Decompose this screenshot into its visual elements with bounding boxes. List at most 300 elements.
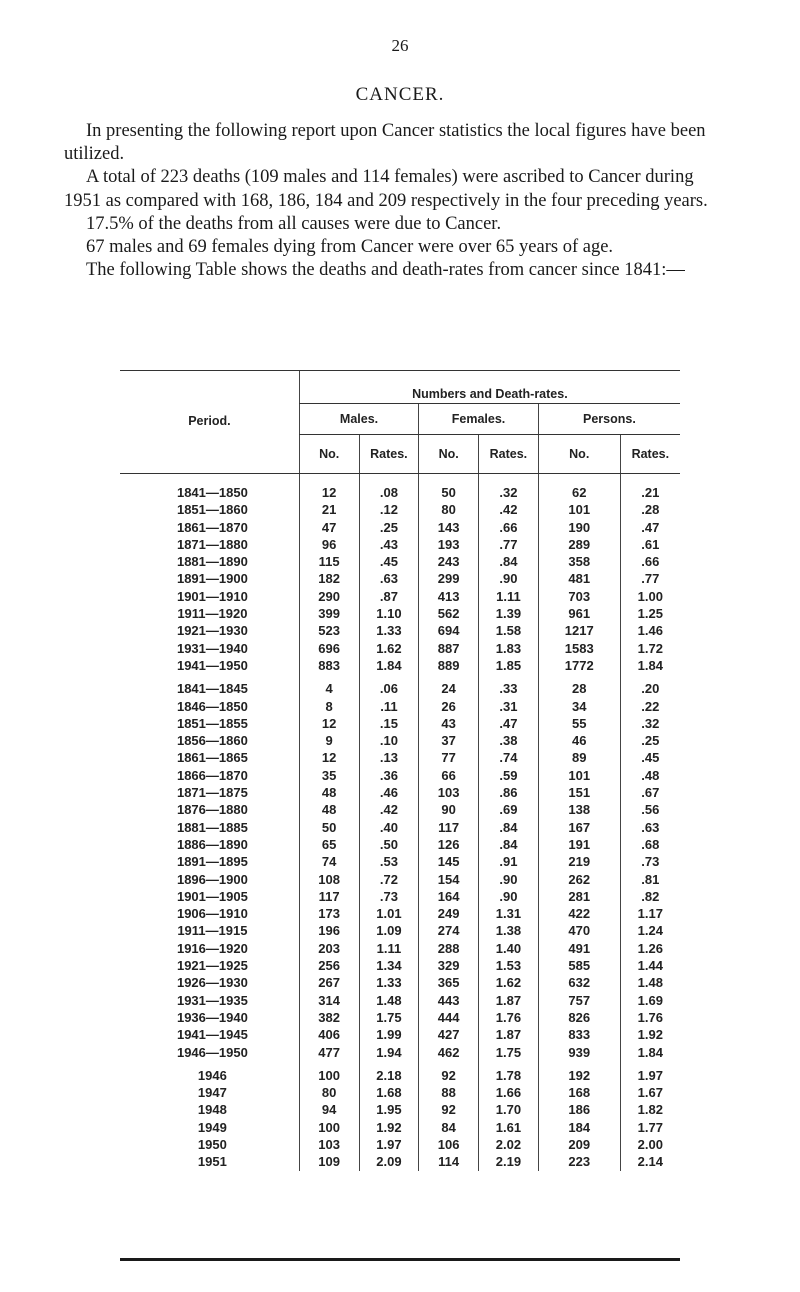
males-no-cell: 12 — [299, 715, 359, 732]
page-heading: CANCER. — [355, 84, 445, 105]
males-no-cell: 100 — [299, 1067, 359, 1084]
females-no-cell: 562 — [419, 605, 479, 622]
males-no-cell: 48 — [299, 784, 359, 801]
period-cell: 1856—1860 — [176, 733, 248, 749]
females-rate-cell: 1.75 — [479, 1044, 539, 1061]
persons-rate-cell: .77 — [620, 570, 680, 587]
females-no-cell: 249 — [419, 905, 479, 922]
table-row — [120, 819, 680, 836]
males-no-header: No. — [299, 435, 359, 474]
table-row — [120, 1153, 680, 1170]
females-no-cell: 274 — [419, 922, 479, 939]
persons-rate-cell: .20 — [620, 680, 680, 697]
table-row — [120, 853, 680, 870]
persons-no-cell: 289 — [538, 536, 620, 553]
males-rate-cell: .10 — [359, 732, 419, 749]
page-number: 26 — [391, 36, 409, 55]
table-row — [120, 588, 680, 605]
period-cell: 1911—1920 — [177, 606, 248, 622]
period-cell: 1866—1870 — [176, 767, 248, 783]
males-rate-cell: 1.95 — [359, 1101, 419, 1118]
persons-no-cell: 833 — [538, 1026, 620, 1043]
males-no-cell: 12 — [299, 484, 359, 501]
persons-no-cell: 89 — [538, 749, 620, 766]
males-no-cell: 100 — [299, 1119, 359, 1136]
persons-rate-cell: .63 — [620, 819, 680, 836]
period-cell: 1861—1870 — [176, 519, 248, 535]
males-rate-cell: .45 — [359, 553, 419, 570]
table-row — [120, 974, 680, 991]
males-no-cell: 103 — [299, 1136, 359, 1153]
females-rate-cell: .90 — [479, 888, 539, 905]
persons-rate-cell: 1.67 — [620, 1084, 680, 1101]
table-row — [120, 784, 680, 801]
table-row — [120, 836, 680, 853]
persons-rate-cell: 1.46 — [620, 622, 680, 639]
males-rate-cell: 1.68 — [359, 1084, 419, 1101]
females-no-cell: 103 — [419, 784, 479, 801]
females-no-cell: 299 — [419, 570, 479, 587]
females-no-cell: 26 — [419, 698, 479, 715]
persons-no-cell: 34 — [538, 698, 620, 715]
paragraph: In presenting the following report upon Cancer statistics the local figures have been utilized. — [64, 121, 706, 165]
table-row — [120, 698, 680, 715]
period-cell: 1841—1845 — [176, 681, 248, 697]
persons-rate-cell: 2.14 — [620, 1153, 680, 1170]
females-no-cell: 365 — [419, 974, 479, 991]
females-no-cell: 413 — [419, 588, 479, 605]
table-row — [120, 640, 680, 657]
persons-rate-cell: .21 — [620, 484, 680, 501]
males-rate-cell: 1.92 — [359, 1119, 419, 1136]
persons-no-cell: 167 — [538, 819, 620, 836]
period-cell: 1891—1900 — [176, 571, 248, 587]
females-no-cell: 117 — [419, 819, 479, 836]
table-row — [120, 1009, 680, 1026]
males-rate-cell: 1.48 — [359, 992, 419, 1009]
females-no-cell: 43 — [419, 715, 479, 732]
table-row — [120, 484, 680, 501]
table-row — [120, 957, 680, 974]
period-cell: 1916—1920 — [176, 940, 248, 956]
females-no-header: No. — [419, 435, 479, 474]
males-rate-cell: .43 — [359, 536, 419, 553]
period-cell: 1896—1900 — [176, 871, 248, 887]
females-no-cell: 288 — [419, 940, 479, 957]
males-rate-cell: .40 — [359, 819, 419, 836]
table-body — [120, 474, 680, 1171]
persons-rate-cell: .25 — [620, 732, 680, 749]
period-cell: 1871—1875 — [176, 785, 248, 801]
males-no-cell: 523 — [299, 622, 359, 639]
females-no-cell: 77 — [419, 749, 479, 766]
males-no-cell: 117 — [299, 888, 359, 905]
table-row — [120, 553, 680, 570]
persons-rate-cell: .82 — [620, 888, 680, 905]
females-rate-cell: 1.53 — [479, 957, 539, 974]
persons-no-cell: 281 — [538, 888, 620, 905]
period-cell: 1921—1930 — [176, 623, 248, 639]
table-row — [120, 749, 680, 766]
males-rate-cell: 1.01 — [359, 905, 419, 922]
persons-no-cell: 184 — [538, 1119, 620, 1136]
persons-no-cell: 138 — [538, 801, 620, 818]
table-row — [120, 1026, 680, 1043]
persons-no-header: No. — [538, 435, 620, 474]
males-rate-cell: .72 — [359, 871, 419, 888]
persons-rate-cell: 1.24 — [620, 922, 680, 939]
females-no-cell: 84 — [419, 1119, 479, 1136]
males-no-cell: 290 — [299, 588, 359, 605]
table-row — [120, 1101, 680, 1118]
persons-no-cell: 219 — [538, 853, 620, 870]
females-no-cell: 427 — [419, 1026, 479, 1043]
table-row — [120, 715, 680, 732]
females-rate-cell: .33 — [479, 680, 539, 697]
paragraph: 17.5% of the deaths from all causes were due to Cancer. — [86, 213, 502, 234]
persons-no-cell: 1583 — [538, 640, 620, 657]
females-no-cell: 90 — [419, 801, 479, 818]
males-rate-cell: .06 — [359, 680, 419, 697]
period-cell: 1851—1855 — [176, 715, 248, 731]
table-row — [120, 940, 680, 957]
persons-rate-cell: 1.00 — [620, 588, 680, 605]
females-no-cell: 92 — [419, 1067, 479, 1084]
females-no-cell: 462 — [419, 1044, 479, 1061]
persons-rate-cell: .66 — [620, 553, 680, 570]
females-rate-cell: 1.31 — [479, 905, 539, 922]
males-no-cell: 115 — [299, 553, 359, 570]
period-cell: 1881—1890 — [176, 554, 248, 570]
females-rate-cell: 1.40 — [479, 940, 539, 957]
females-rate-cell: 1.70 — [479, 1101, 539, 1118]
persons-no-cell: 939 — [538, 1044, 620, 1061]
period-cell: 1946 — [197, 1067, 227, 1083]
period-cell: 1861—1865 — [176, 750, 248, 766]
table-row — [120, 801, 680, 818]
period-cell: 1926—1930 — [176, 975, 248, 991]
persons-no-cell: 470 — [538, 922, 620, 939]
males-rate-cell: .73 — [359, 888, 419, 905]
table-row — [120, 501, 680, 518]
period-cell: 1946—1950 — [176, 1044, 248, 1060]
females-rate-cell: 1.11 — [479, 588, 539, 605]
persons-rate-cell: .67 — [620, 784, 680, 801]
females-rate-cell: .91 — [479, 853, 539, 870]
females-no-cell: 143 — [419, 519, 479, 536]
females-no-cell: 154 — [419, 871, 479, 888]
males-rate-cell: 1.94 — [359, 1044, 419, 1061]
persons-rate-cell: 1.48 — [620, 974, 680, 991]
females-rate-cell: .84 — [479, 553, 539, 570]
period-cell: 1846—1850 — [176, 698, 248, 714]
females-no-cell: 88 — [419, 1084, 479, 1101]
females-rate-cell: .90 — [479, 570, 539, 587]
period-cell: 1948 — [197, 1102, 227, 1118]
period-cell: 1871—1880 — [176, 536, 248, 552]
period-cell: 1851—1860 — [176, 502, 248, 518]
persons-no-cell: 358 — [538, 553, 620, 570]
period-cell: 1941—1945 — [176, 1027, 248, 1043]
females-rate-cell: 1.58 — [479, 622, 539, 639]
table-row — [120, 922, 680, 939]
females-rate-cell: 1.38 — [479, 922, 539, 939]
persons-no-cell: 1772 — [538, 657, 620, 674]
persons-rate-cell: .73 — [620, 853, 680, 870]
period-cell: 1911—1915 — [177, 923, 248, 939]
males-rate-cell: 1.97 — [359, 1136, 419, 1153]
males-no-cell: 21 — [299, 501, 359, 518]
males-no-cell: 74 — [299, 853, 359, 870]
males-no-cell: 382 — [299, 1009, 359, 1026]
females-no-cell: 66 — [419, 767, 479, 784]
table-row — [120, 767, 680, 784]
death-rates-table — [120, 370, 680, 1171]
males-rate-cell: .08 — [359, 484, 419, 501]
males-no-cell: 182 — [299, 570, 359, 587]
period-cell: 1941—1950 — [176, 657, 248, 673]
females-rate-cell: .38 — [479, 732, 539, 749]
period-cell: 1876—1880 — [176, 802, 248, 818]
persons-no-cell: 190 — [538, 519, 620, 536]
males-rate-cell: 2.18 — [359, 1067, 419, 1084]
persons-rate-cell: 1.26 — [620, 940, 680, 957]
males-no-cell: 35 — [299, 767, 359, 784]
females-no-cell: 889 — [419, 657, 479, 674]
females-rate-cell: 1.87 — [479, 1026, 539, 1043]
period-cell: 1950 — [197, 1136, 227, 1152]
females-no-cell: 24 — [419, 680, 479, 697]
males-no-cell: 4 — [299, 680, 359, 697]
females-no-cell: 164 — [419, 888, 479, 905]
table-row — [120, 536, 680, 553]
persons-no-cell: 191 — [538, 836, 620, 853]
males-no-cell: 267 — [299, 974, 359, 991]
persons-rate-cell: 1.72 — [620, 640, 680, 657]
females-no-cell: 243 — [419, 553, 479, 570]
males-rate-cell: 1.84 — [359, 657, 419, 674]
males-no-cell: 406 — [299, 1026, 359, 1043]
persons-rate-cell: .48 — [620, 767, 680, 784]
table-row — [120, 605, 680, 622]
females-no-cell: 37 — [419, 732, 479, 749]
females-no-cell: 114 — [419, 1153, 479, 1170]
males-rate-cell: 1.62 — [359, 640, 419, 657]
males-rate-cell: 1.75 — [359, 1009, 419, 1026]
persons-rate-cell: 1.17 — [620, 905, 680, 922]
persons-rate-cell: .47 — [620, 519, 680, 536]
females-no-cell: 145 — [419, 853, 479, 870]
males-rate-cell: 1.10 — [359, 605, 419, 622]
females-rate-cell: 1.87 — [479, 992, 539, 1009]
paragraph: 67 males and 69 females dying from Cancer were over 65 years of age. — [86, 237, 614, 258]
table-row — [120, 992, 680, 1009]
persons-no-cell: 46 — [538, 732, 620, 749]
cancer-statistics-table — [120, 370, 680, 1261]
table-row — [120, 1119, 680, 1136]
females-rate-cell: .31 — [479, 698, 539, 715]
males-rate-cell: .53 — [359, 853, 419, 870]
period-cell: 1906—1910 — [176, 906, 248, 922]
females-rate-cell: .84 — [479, 819, 539, 836]
males-rate-cell: 1.33 — [359, 974, 419, 991]
persons-rate-cell: 1.77 — [620, 1119, 680, 1136]
table-row — [120, 570, 680, 587]
persons-rate-cell: 1.69 — [620, 992, 680, 1009]
females-rate-cell: .74 — [479, 749, 539, 766]
females-rate-cell: 1.76 — [479, 1009, 539, 1026]
persons-no-cell: 62 — [538, 484, 620, 501]
males-rate-cell: .50 — [359, 836, 419, 853]
persons-no-cell: 151 — [538, 784, 620, 801]
persons-no-cell: 481 — [538, 570, 620, 587]
females-no-cell: 444 — [419, 1009, 479, 1026]
males-no-cell: 314 — [299, 992, 359, 1009]
males-no-cell: 477 — [299, 1044, 359, 1061]
females-rate-cell: 1.61 — [479, 1119, 539, 1136]
persons-rate-cell: 1.44 — [620, 957, 680, 974]
males-no-cell: 399 — [299, 605, 359, 622]
period-cell: 1947 — [197, 1085, 227, 1101]
persons-no-cell: 826 — [538, 1009, 620, 1026]
persons-rate-cell: 1.25 — [620, 605, 680, 622]
persons-rate-cell: 1.97 — [620, 1067, 680, 1084]
persons-no-cell: 223 — [538, 1153, 620, 1170]
males-rate-cell: 1.09 — [359, 922, 419, 939]
females-rate-cell: .47 — [479, 715, 539, 732]
males-rate-cell: .13 — [359, 749, 419, 766]
persons-rate-cell: .61 — [620, 536, 680, 553]
persons-rate-cell: .81 — [620, 871, 680, 888]
males-no-cell: 48 — [299, 801, 359, 818]
period-cell: 1881—1885 — [176, 819, 248, 835]
persons-no-cell: 961 — [538, 605, 620, 622]
table-row — [120, 1084, 680, 1101]
females-rate-cell: .42 — [479, 501, 539, 518]
table-row — [120, 1136, 680, 1153]
males-no-cell: 883 — [299, 657, 359, 674]
females-no-cell: 92 — [419, 1101, 479, 1118]
persons-rate-cell: .56 — [620, 801, 680, 818]
females-rate-cell: 1.78 — [479, 1067, 539, 1084]
females-no-cell: 106 — [419, 1136, 479, 1153]
period-cell: 1921—1925 — [176, 958, 248, 974]
period-cell: 1936—1940 — [176, 1009, 248, 1025]
table-row — [120, 622, 680, 639]
period-cell: 1949 — [197, 1119, 227, 1135]
females-no-cell: 443 — [419, 992, 479, 1009]
persons-no-cell: 491 — [538, 940, 620, 957]
persons-rate-cell: 1.84 — [620, 1044, 680, 1061]
males-no-cell: 80 — [299, 1084, 359, 1101]
persons-no-cell: 168 — [538, 1084, 620, 1101]
persons-no-cell: 55 — [538, 715, 620, 732]
persons-no-cell: 757 — [538, 992, 620, 1009]
males-rate-cell: .36 — [359, 767, 419, 784]
table-row — [120, 657, 680, 674]
period-cell: 1886—1890 — [176, 836, 248, 852]
females-no-cell: 50 — [419, 484, 479, 501]
males-no-cell: 94 — [299, 1101, 359, 1118]
females-rate-cell: .77 — [479, 536, 539, 553]
males-no-cell: 196 — [299, 922, 359, 939]
females-rate-cell: .59 — [479, 767, 539, 784]
persons-rate-cell: .45 — [620, 749, 680, 766]
persons-no-cell: 585 — [538, 957, 620, 974]
persons-rates-header: Rates. — [620, 435, 680, 474]
table-row — [120, 905, 680, 922]
males-rate-cell: 1.11 — [359, 940, 419, 957]
females-no-cell: 329 — [419, 957, 479, 974]
persons-rate-cell: 2.00 — [620, 1136, 680, 1153]
females-no-cell: 694 — [419, 622, 479, 639]
females-rate-cell: 1.39 — [479, 605, 539, 622]
persons-rate-cell: .28 — [620, 501, 680, 518]
males-rate-cell: 2.09 — [359, 1153, 419, 1170]
period-cell: 1901—1905 — [176, 888, 248, 904]
persons-header: Persons. — [538, 404, 680, 435]
males-no-cell: 9 — [299, 732, 359, 749]
period-cell: 1951 — [197, 1154, 227, 1170]
intro-text — [64, 120, 722, 282]
males-rate-cell: 1.99 — [359, 1026, 419, 1043]
females-rate-cell: 2.02 — [479, 1136, 539, 1153]
persons-no-cell: 262 — [538, 871, 620, 888]
males-rate-cell: .12 — [359, 501, 419, 518]
table-row — [120, 1067, 680, 1084]
header-spacer — [120, 474, 680, 485]
males-rate-cell: .42 — [359, 801, 419, 818]
table-row — [120, 519, 680, 536]
females-no-cell: 887 — [419, 640, 479, 657]
table-row — [120, 871, 680, 888]
females-rate-cell: .84 — [479, 836, 539, 853]
persons-no-cell: 101 — [538, 501, 620, 518]
persons-no-cell: 703 — [538, 588, 620, 605]
males-no-cell: 8 — [299, 698, 359, 715]
females-rate-cell: .69 — [479, 801, 539, 818]
males-rate-cell: .87 — [359, 588, 419, 605]
males-rate-cell: 1.34 — [359, 957, 419, 974]
persons-no-cell: 192 — [538, 1067, 620, 1084]
males-rate-cell: .25 — [359, 519, 419, 536]
persons-no-cell: 186 — [538, 1101, 620, 1118]
males-no-cell: 50 — [299, 819, 359, 836]
females-rate-cell: 2.19 — [479, 1153, 539, 1170]
males-rates-header: Rates. — [359, 435, 419, 474]
males-no-cell: 256 — [299, 957, 359, 974]
period-cell: 1841—1850 — [176, 485, 248, 500]
females-rate-cell: 1.83 — [479, 640, 539, 657]
males-header: Males. — [299, 404, 419, 435]
persons-no-cell: 1217 — [538, 622, 620, 639]
period-header: Period. — [120, 371, 299, 474]
males-rate-cell: .15 — [359, 715, 419, 732]
males-no-cell: 47 — [299, 519, 359, 536]
females-rate-cell: .66 — [479, 519, 539, 536]
persons-no-cell: 422 — [538, 905, 620, 922]
males-no-cell: 96 — [299, 536, 359, 553]
males-rate-cell: .63 — [359, 570, 419, 587]
period-cell: 1931—1940 — [176, 640, 248, 656]
persons-rate-cell: 1.76 — [620, 1009, 680, 1026]
persons-rate-cell: .22 — [620, 698, 680, 715]
females-rate-cell: .86 — [479, 784, 539, 801]
males-no-cell: 65 — [299, 836, 359, 853]
paragraph: The following Table shows the deaths and death-rates from cancer since 1841:— — [86, 260, 685, 281]
females-no-cell: 80 — [419, 501, 479, 518]
persons-rate-cell: 1.82 — [620, 1101, 680, 1118]
